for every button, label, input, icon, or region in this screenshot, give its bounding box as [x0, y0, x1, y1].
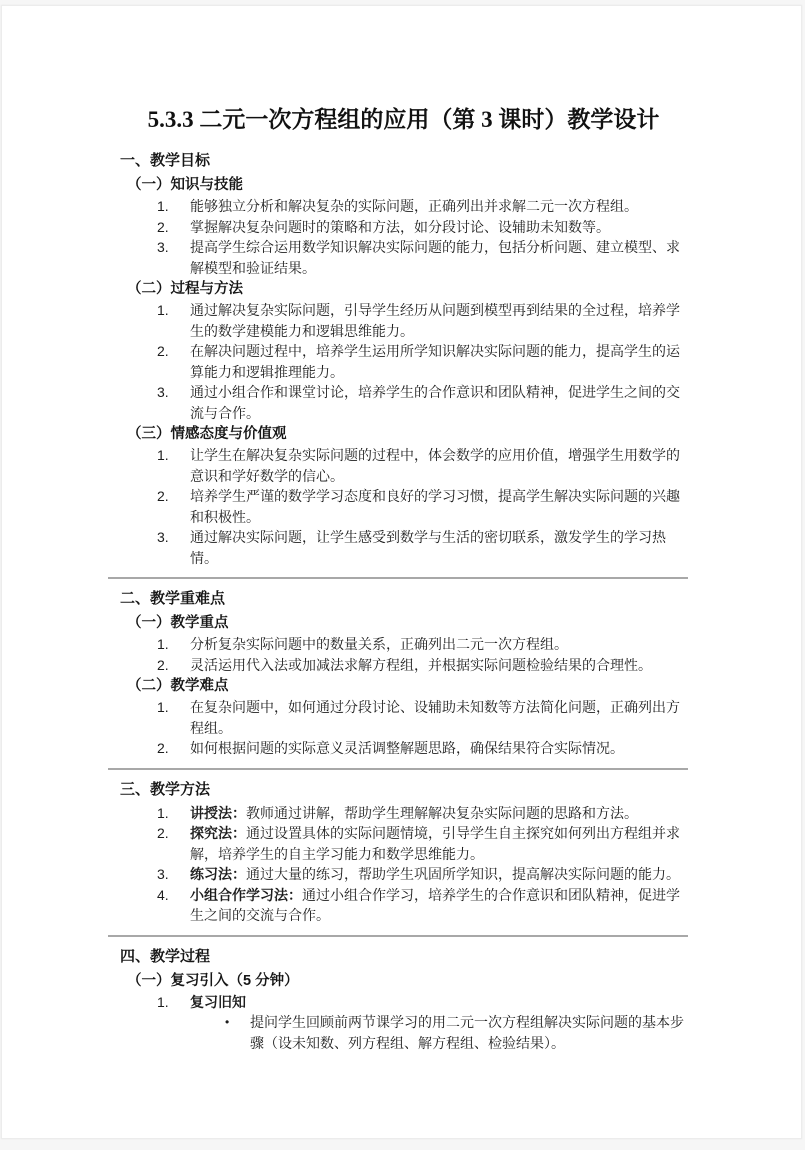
list-number: 1.	[157, 636, 169, 652]
section-heading: 一、教学目标	[120, 152, 211, 169]
list-item	[120, 196, 687, 217]
list-item-body: 教师通过讲解，帮助学生理解解决复杂实际问题的思路和方法。	[246, 804, 638, 821]
list-number: 2.	[157, 488, 169, 504]
list-item-body: 通过解决复杂实际问题，引导学生经历从问题到模型再到结果的全过程，培养学生的数学建模能力和逻辑思维能力。	[190, 302, 680, 339]
list-item-text	[190, 196, 687, 217]
list-item-text	[190, 864, 687, 885]
list-number: 2.	[157, 218, 169, 235]
list-item-body: 灵活运用代入法或加减法求解方程组，并根据实际问题检验结果的合理性。	[190, 656, 652, 673]
list-number: 3.	[157, 239, 169, 255]
subsection-heading: （二）过程与方法	[127, 281, 243, 297]
list-item-text	[190, 738, 687, 759]
list-item-body: 如何根据问题的实际意义灵活调整解题思路，确保结果符合实际情况。	[190, 740, 624, 756]
list-item-text	[190, 634, 687, 655]
list-item-text	[190, 527, 687, 568]
list-item	[120, 445, 687, 486]
list-item-body: 在解决问题过程中，培养学生运用所学知识解决实际问题的能力，提高学生的运算能力和逻辑推理能力。	[190, 343, 680, 380]
list-item-text	[190, 382, 687, 423]
list-item	[120, 738, 687, 759]
list-item	[120, 823, 687, 864]
list-item-text	[190, 697, 687, 738]
list-item-text	[190, 237, 687, 278]
list-item-lead: 练习法：	[190, 866, 246, 882]
subsection-heading: （一）复习引入（5 分钟）	[127, 972, 299, 989]
document-content	[2, 6, 801, 1053]
list-item-body: 通过小组合作和课堂讨论，培养学生的合作意识和团队精神，促进学生之间的交流与合作。	[190, 384, 680, 421]
list-item	[120, 803, 687, 824]
list-item-text	[190, 341, 687, 382]
section-heading: 二、教学重难点	[120, 590, 226, 607]
list-item	[120, 527, 687, 568]
list-number: 2.	[157, 825, 169, 841]
list-item-text	[190, 217, 687, 238]
list-item-body: 通过小组合作学习，培养学生的合作意识和团队精神，促进学生之间的交流与合作。	[190, 886, 680, 923]
list-item-text	[190, 300, 687, 341]
list-number: 2.	[157, 740, 169, 756]
list-number: 1.	[157, 447, 169, 463]
divider	[108, 577, 688, 579]
list-number: 1.	[157, 198, 169, 214]
list-number: 1.	[157, 804, 169, 821]
list-item-body: 提高学生综合运用数学知识解决实际问题的能力，包括分析问题、建立模型、求解模型和验证结果。	[190, 239, 680, 276]
list-item-text	[190, 486, 687, 527]
list-item	[120, 217, 687, 238]
section-heading: 三、教学方法	[120, 780, 211, 798]
list-item-body: 在复杂问题中，如何通过分段讨论、设辅助未知数等方法简化问题，正确列出方程组。	[190, 699, 680, 736]
bullet-icon: •	[225, 1015, 230, 1029]
list-item-body: 通过解决实际问题，让学生感受到数学与生活的密切联系，激发学生的学习热情。	[190, 529, 666, 566]
bullet-text: 提问学生回顾前两节课学习的用二元一次方程组解决实际问题的基本步骤（设未知数、列方程组、解方程组、检验结果）。	[250, 1014, 684, 1051]
list-item-body: 掌握解决复杂问题时的策略和方法，如分段讨论、设辅助未知数等。	[190, 218, 610, 235]
list-number: 3.	[157, 384, 169, 400]
subsection-heading: （二）教学难点	[127, 678, 229, 694]
list-item	[120, 634, 687, 655]
list-number: 2.	[157, 343, 169, 359]
list-item	[120, 655, 687, 676]
list-item	[120, 300, 687, 341]
list-item-text	[190, 803, 687, 824]
list-item-text	[190, 885, 687, 926]
subsection-heading: （三）情感态度与价值观	[127, 426, 287, 442]
subsection-heading: （一）知识与技能	[127, 177, 243, 193]
bullet-item	[120, 1012, 687, 1053]
list-item-body: 培养学生严谨的数学学习态度和良好的学习习惯，提高学生解决实际问题的兴趣和积极性。	[190, 488, 680, 525]
list-number: 3.	[157, 866, 169, 882]
document-title: 5.3.3 二元一次方程组的应用（第 3 课时）教学设计	[147, 107, 660, 132]
list-item-body: 通过大量的练习，帮助学生巩固所学知识，提高解决实际问题的能力。	[246, 866, 680, 882]
list-number: 1.	[157, 302, 169, 318]
document-page	[1, 5, 802, 1139]
list-number: 2.	[157, 656, 169, 673]
divider	[108, 935, 688, 937]
list-item-lead: 探究法：	[190, 825, 246, 841]
list-item	[120, 382, 687, 423]
list-number: 1.	[157, 699, 169, 715]
list-item-lead: 小组合作学习法：	[190, 886, 302, 903]
list-number: 1.	[157, 993, 169, 1010]
subsection-heading: （一）教学重点	[127, 615, 229, 631]
list-item	[120, 237, 687, 278]
list-item-body: 通过设置具体的实际问题情境，引导学生自主探究如何列出方程组并求解，培养学生的自主学习能力和数学思维能力。	[190, 825, 680, 862]
list-item-lead: 讲授法：	[190, 804, 246, 821]
list-item	[120, 864, 687, 885]
list-item-text	[190, 823, 687, 864]
list-item-text	[190, 655, 687, 676]
divider	[108, 768, 688, 770]
list-item-text	[190, 445, 687, 486]
list-item-text	[190, 992, 687, 1013]
list-item	[120, 885, 687, 926]
list-item	[120, 341, 687, 382]
list-item-body: 让学生在解决复杂实际问题的过程中，体会数学的应用价值，增强学生用数学的意识和学好数学的信心。	[190, 447, 680, 484]
list-item-lead: 复习旧知	[190, 993, 246, 1010]
list-item-body: 分析复杂实际问题中的数量关系，正确列出二元一次方程组。	[190, 636, 568, 652]
list-number: 4.	[157, 886, 169, 903]
list-item	[120, 486, 687, 527]
list-item	[120, 697, 687, 738]
list-number: 3.	[157, 529, 169, 545]
list-item-body: 能够独立分析和解决复杂的实际问题，正确列出并求解二元一次方程组。	[190, 198, 638, 214]
list-item	[120, 992, 687, 1013]
section-heading: 四、教学过程	[120, 947, 211, 965]
